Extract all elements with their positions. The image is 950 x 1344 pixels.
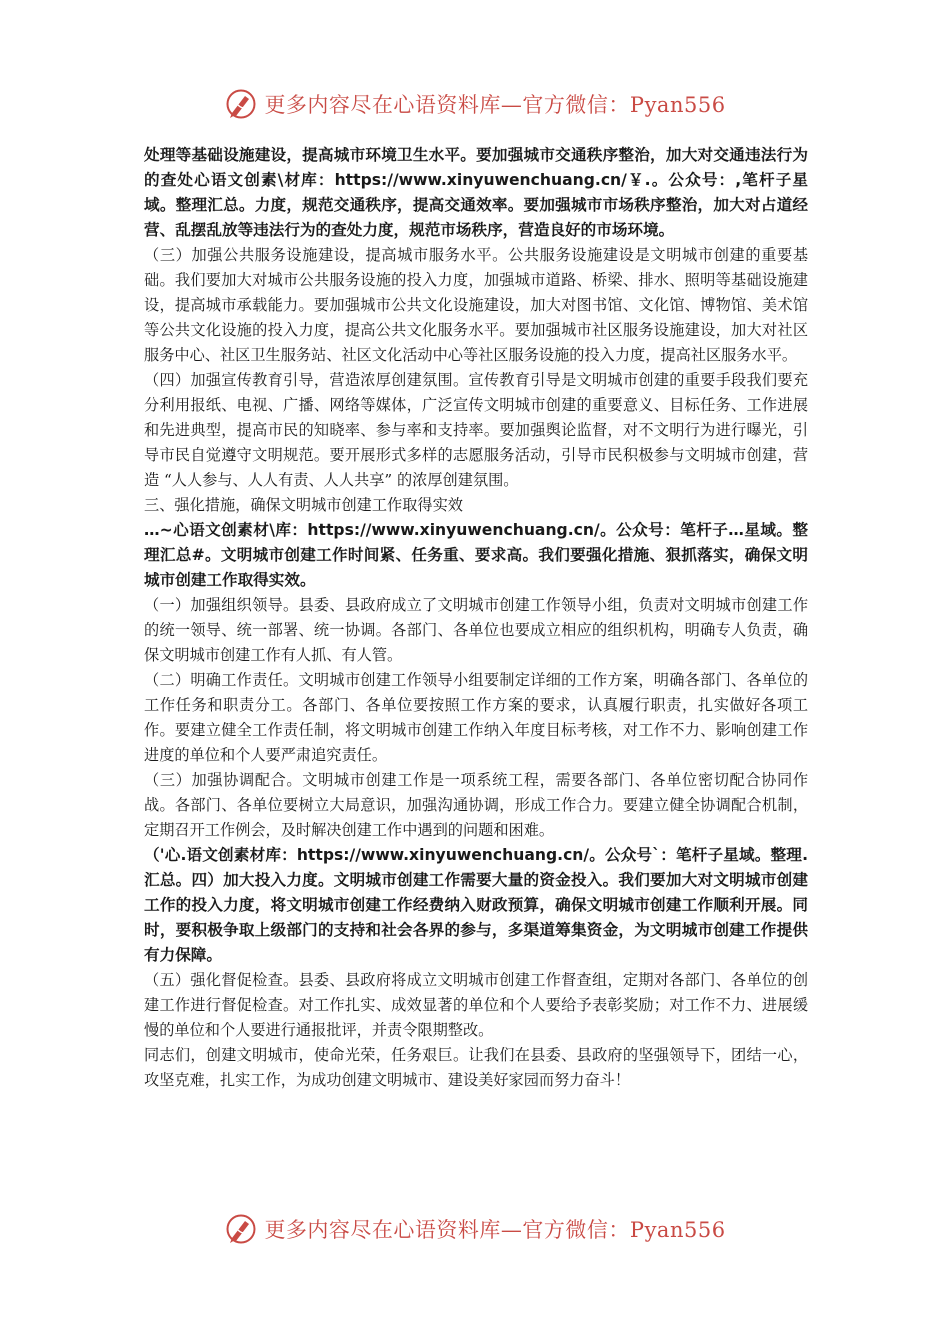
banner-text: 更多内容尽在心语资料库—官方微信：Pyan556 (264, 1218, 726, 1242)
pen-circle-logo-icon (224, 1212, 258, 1246)
paragraph: （三）加强公共服务设施建设，提高城市服务水平。公共服务设施建设是文明城市创建的重要基础。我们要加大对城市公共服务设施的投入力度，加强城市道路、桥梁、排水、照明等基础设施建设，提高城市承载能力。要加强城市公共文化设施建设，加大对图书馆、文化馆、博物馆、美术馆等公共文化设施的投入力度，提高公共文化服务水平。要加强城市社区服务设施建设，加大对社区服务中心、社区卫生服务站、社区文化活动中心等社区服务设施的投入力度，提高社区服务水平。 (144, 246, 808, 364)
paragraph: （二）明确工作责任。文明城市创建工作领导小组要制定详细的工作方案，明确各部门、各单位的工作任务和职责分工。各部门、各单位要按照工作方案的要求，认真履行职责，扎实做好各项工作。要建立健全工作责任制，将文明城市创建工作纳入年度目标考核，对工作不力、影响创建工作进度的单位和个人要严肃追究责任。 (144, 671, 808, 764)
paragraph: 处理等基础设施建设，提高城市环境卫生水平。要加强城市交通秩序整治，加大对交通违法行为的查处心语文创素\材库：https://www.xinyuwenchuang.cn/￥.。公众号：,笔杆子星域。整理汇总。力度，规范交通秩序，提高交通效率。要加强城市市场秩序整治，加大对占道经营、乱摆乱放等违法行为的查处力度，规范市场秩序，营造良好的市场环境。 (144, 146, 808, 239)
footer-banner (0, 1209, 950, 1249)
section-heading: 三、强化措施，确保文明城市创建工作取得实效 (144, 496, 463, 514)
pen-circle-logo-icon (224, 87, 258, 121)
paragraph: （'心.语文创素材库：https://www.xinyuwenchuang.cn/。公众号`：笔杆子星域。整理.汇总。四）加大投入力度。文明城市创建工作需要大量的资金投入。我们要加大对文明城市创建工作的投入力度，将文明城市创建工作经费纳入财政预算，确保文明城市创建工作顺利开展。同时，要积极争取上级部门的支持和社会各界的参与，多渠道筹集资金，为文明城市创建工作提供有力保障。 (144, 846, 808, 964)
paragraph: …~心语文创素材\库：https://www.xinyuwenchuang.cn/。公众号：笔杆子…星域。整理汇总#。文明城市创建工作时间紧、任务重、要求高。我们要强化措施、狠抓落实，确保文明城市创建工作取得实效。 (144, 521, 808, 589)
header-banner (0, 84, 950, 124)
paragraph: （五）强化督促检查。县委、县政府将成立文明城市创建工作督查组，定期对各部门、各单位的创建工作进行督促检查。对工作扎实、成效显著的单位和个人要给予表彰奖励；对工作不力、进展缓慢的单位和个人要进行通报批评，并责令限期整改。 (144, 971, 808, 1039)
paragraph: （一）加强组织领导。县委、县政府成立了文明城市创建工作领导小组，负责对文明城市创建工作的统一领导、统一部署、统一协调。各部门、各单位也要成立相应的组织机构，明确专人负责，确保文明城市创建工作有人抓、有人管。 (144, 596, 808, 664)
document-body (144, 143, 808, 1093)
paragraph: （四）加强宣传教育引导，营造浓厚创建氛围。宣传教育引导是文明城市创建的重要手段我们要充分利用报纸、电视、广播、网络等媒体，广泛宣传文明城市创建的重要意义、目标任务、工作进展和先进典型，提高市民的知晓率、参与率和支持率。要加强舆论监督，对不文明行为进行曝光，引导市民自觉遵守文明规范。要开展形式多样的志愿服务活动，引导市民积极参与文明城市创建，营造 “人人参与、人人有责、人人共享” 的浓厚创建氛围。 (144, 371, 808, 489)
paragraph: （三）加强协调配合。文明城市创建工作是一项系统工程，需要各部门、各单位密切配合协同作战。各部门、各单位要树立大局意识，加强沟通协调，形成工作合力。要建立健全协调配合机制，定期召开工作例会，及时解决创建工作中遇到的问题和困难。 (144, 771, 808, 839)
banner-text: 更多内容尽在心语资料库—官方微信：Pyan556 (264, 93, 726, 117)
closing-paragraph: 同志们，创建文明城市，使命光荣，任务艰巨。让我们在县委、县政府的坚强领导下，团结一心，攻坚克难，扎实工作，为成功创建文明城市、建设美好家园而努力奋斗！ (144, 1046, 808, 1089)
